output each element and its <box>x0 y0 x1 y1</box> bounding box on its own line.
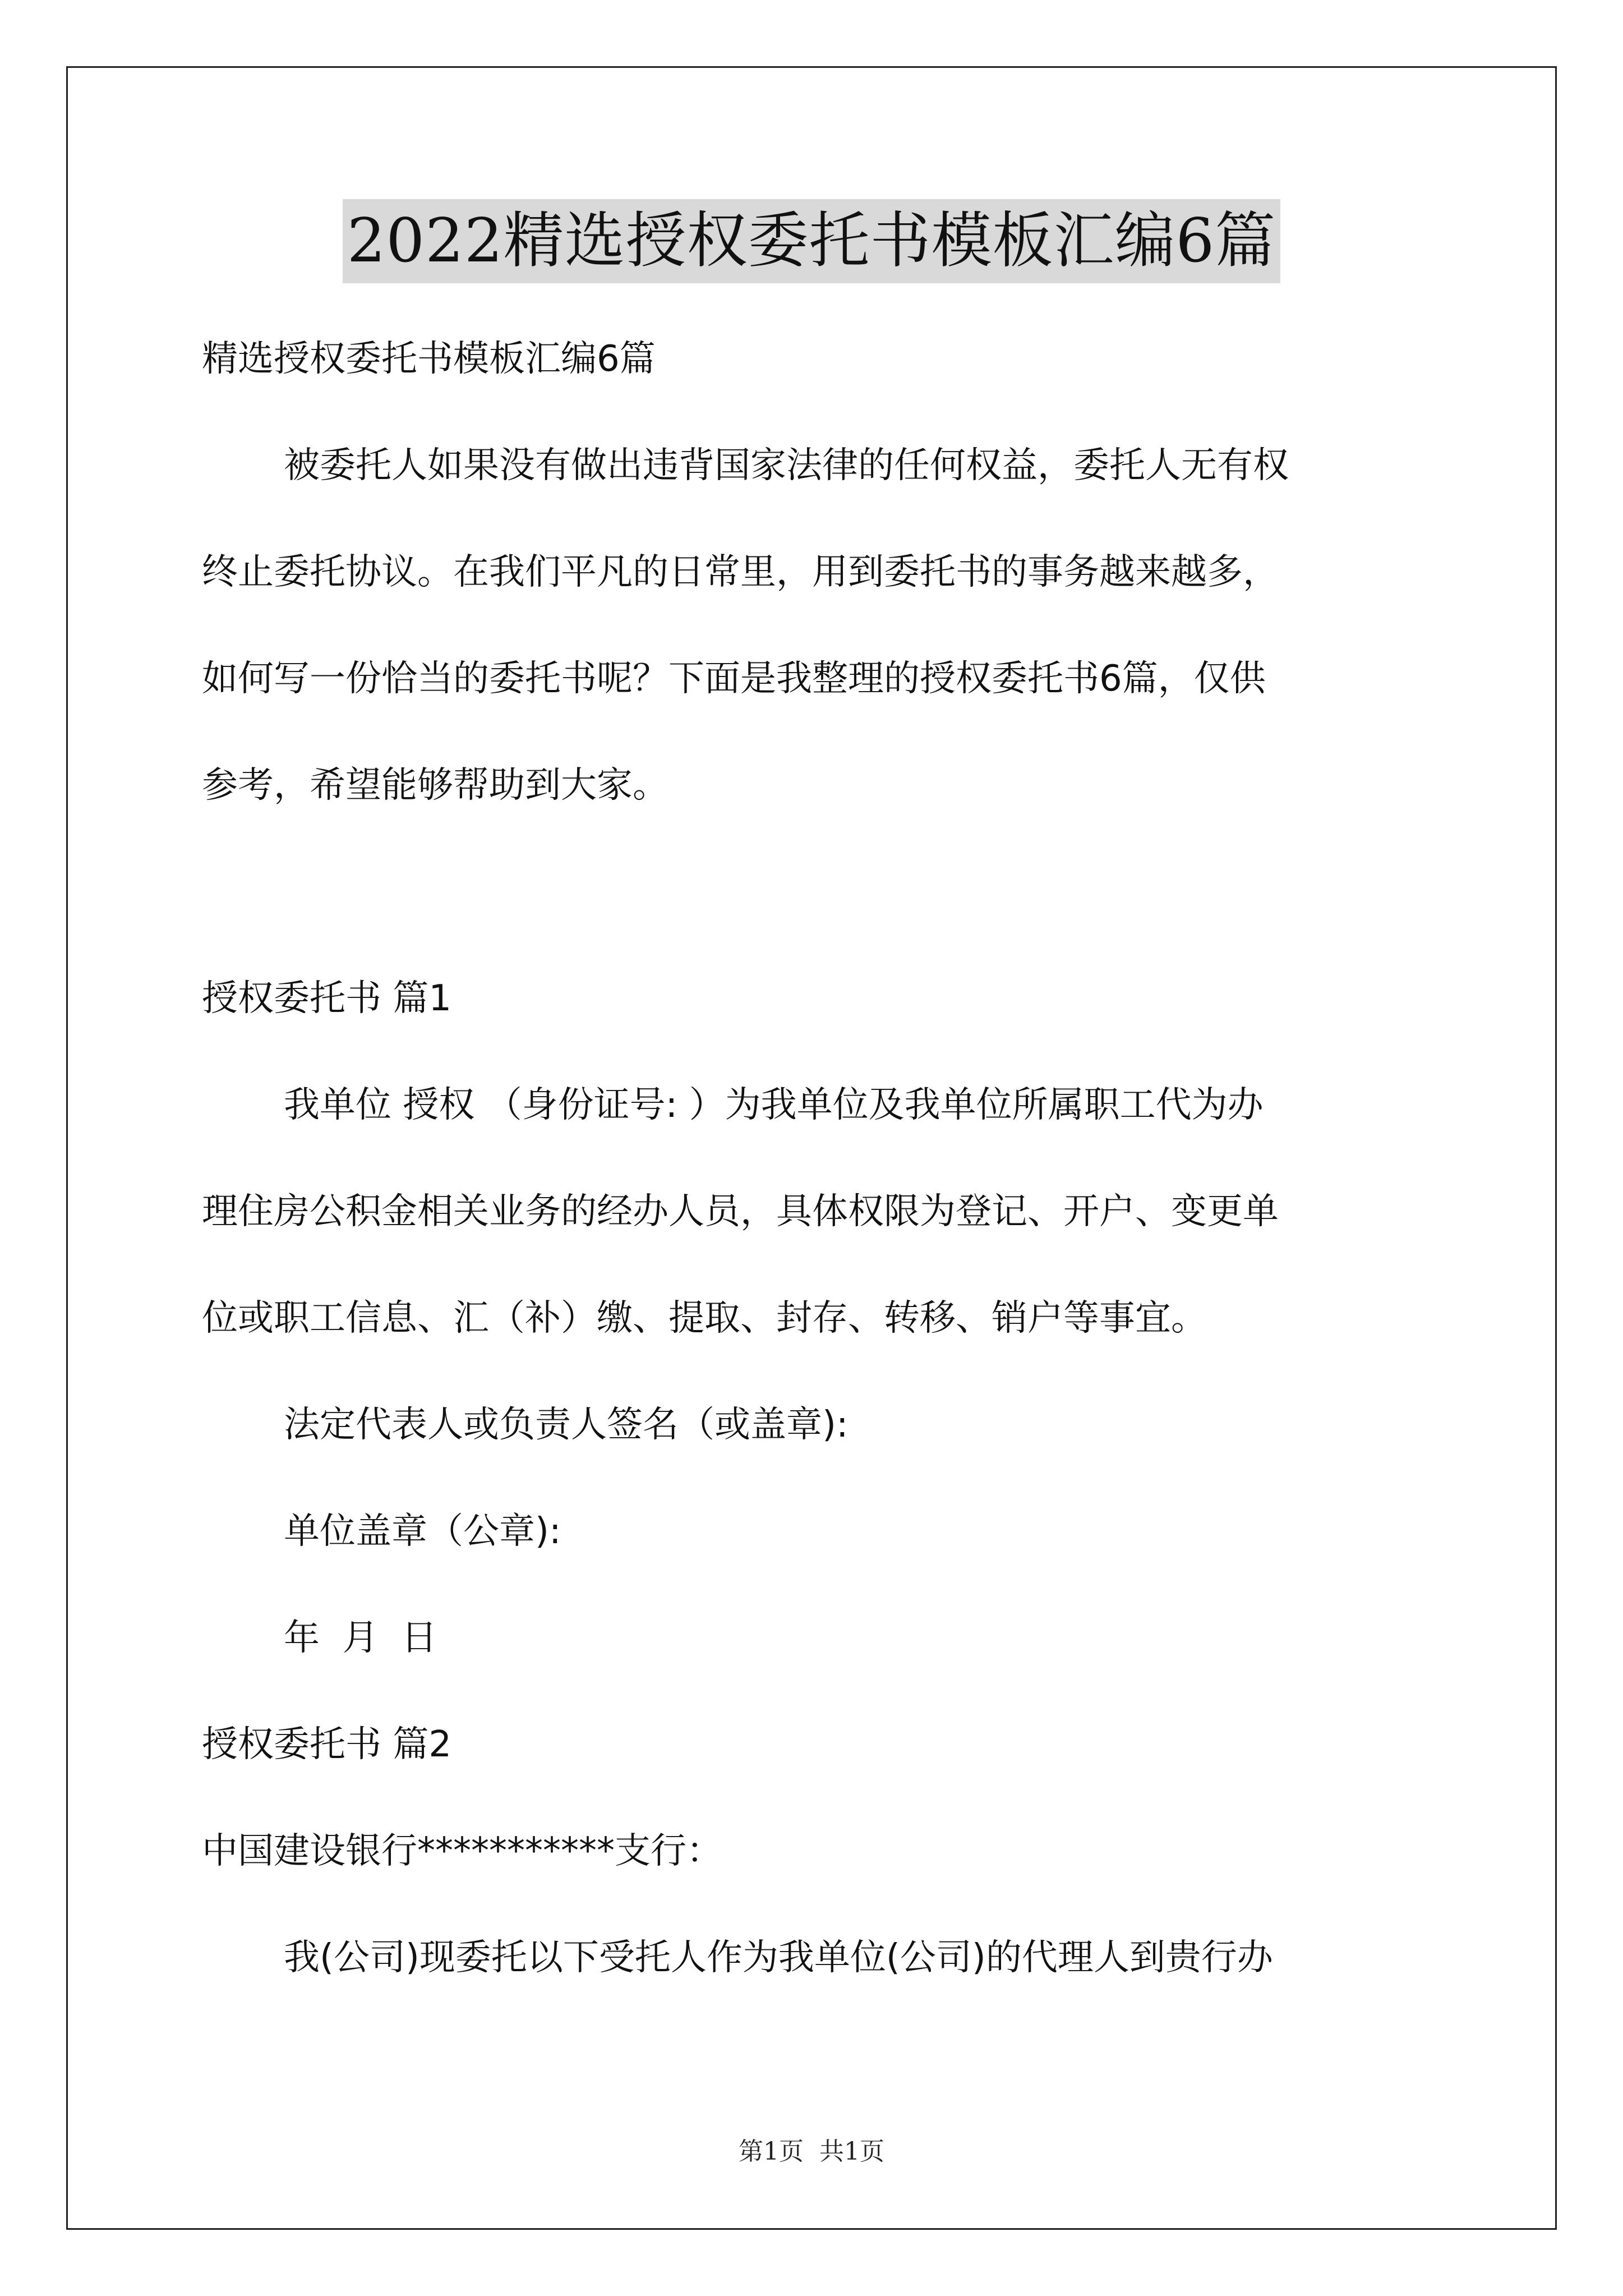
section-2-heading: 授权委托书 篇2 <box>202 1724 452 1765</box>
document-subtitle: 精选授权委托书模板汇编6篇 <box>202 338 656 380</box>
intro-line-1: 被委托人如果没有做出违背国家法律的任何权益，委托人无有权 <box>284 445 1289 486</box>
page-footer: 第1页 共1页 <box>739 2137 884 2166</box>
section-1-line-3: 位或职工信息、汇（补）缴、提取、封存、转移、销户等事宜。 <box>202 1297 1207 1339</box>
section-1-line-1: 我单位 授权 （身份证号: ）为我单位及我单位所属职工代为办 <box>284 1084 1264 1126</box>
signature-line: 法定代表人或负责人签名（或盖章): <box>284 1404 849 1446</box>
section-2-line-1: 我(公司)现委托以下受托人作为我单位(公司)的代理人到贵行办 <box>284 1937 1273 1978</box>
intro-line-4: 参考，希望能够帮助到大家。 <box>202 765 668 806</box>
document-title: 2022精选授权委托书模板汇编6篇 <box>343 199 1281 283</box>
section-1-heading: 授权委托书 篇1 <box>202 978 452 1019</box>
section-2-recipient: 中国建设银行***********支行： <box>202 1830 722 1872</box>
date-line: 年 月 日 <box>284 1617 437 1659</box>
title-container <box>0 199 1623 283</box>
intro-line-2: 终止委托协议。在我们平凡的日常里，用到委托书的事务越来越多， <box>202 551 1279 593</box>
section-1-line-2: 理住房公积金相关业务的经办人员，具体权限为登记、开户、变更单 <box>202 1191 1279 1232</box>
page-border <box>66 66 1557 2230</box>
intro-line-3: 如何写一份恰当的委托书呢？下面是我整理的授权委托书6篇，仅供 <box>202 658 1266 700</box>
seal-line: 单位盖章（公章): <box>284 1511 561 1552</box>
